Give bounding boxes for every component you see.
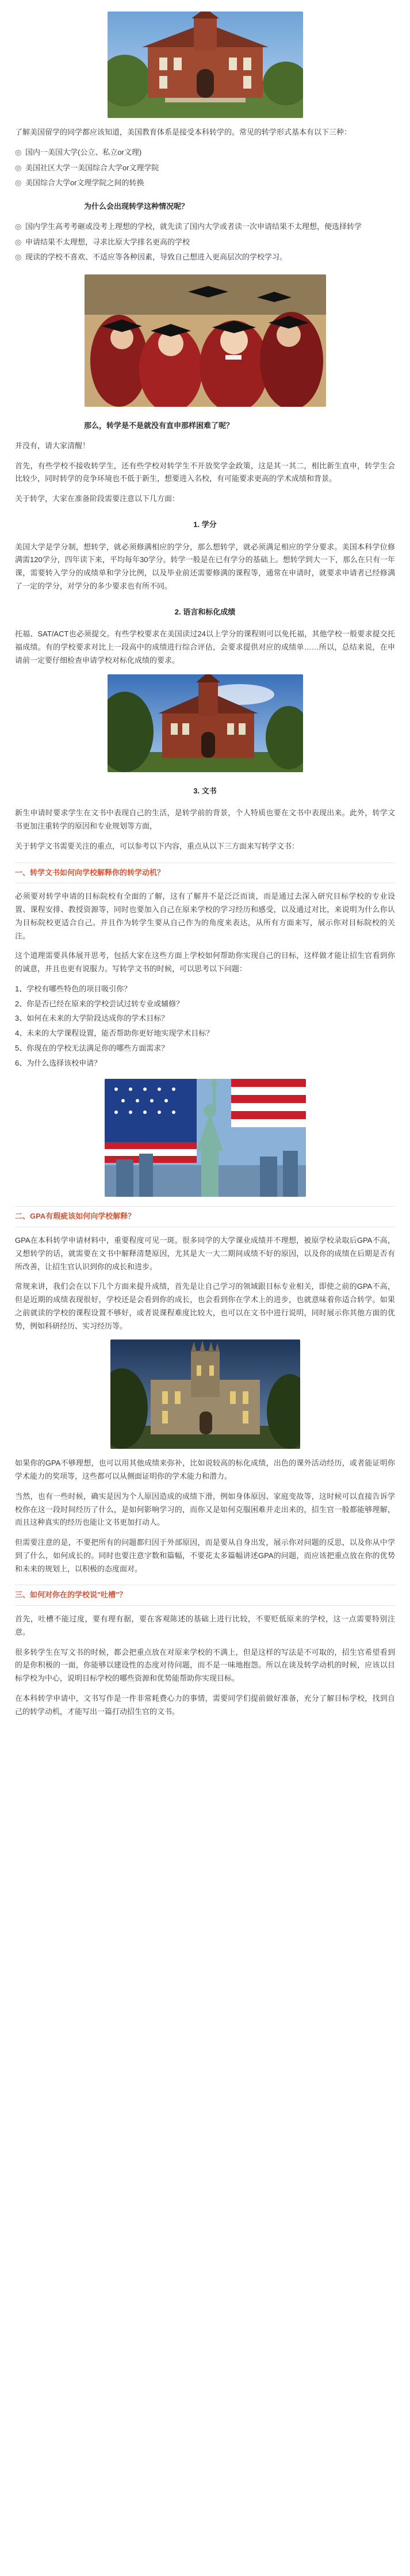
section-heading-credits: 1. 学分 (193, 520, 217, 529)
essay-paragraph-1: 新生申请时要求学生在文书中表现自己的生活，是转学前的背景，个人特质也要在文书中表现出来。此外，转学文书更加注重转学的原因和专业规划等方面， (15, 808, 395, 830)
list-item: 4、未来的大学课程设置，能否帮助你更好地实现学术目标？ (15, 1029, 214, 1037)
list-item: ◎ 申请结果不太理想，寻求比原大学排名更高的学校 (15, 236, 395, 249)
gpa-paragraph-2: 常规来讲，我们会在以下几个方面来提升成绩，首先是让自己学习的领域跟目标专业相关，即使之前的GPA不高，但是近期的成绩表现很好，学校还是会看到你的成长，也会看到你在学术上的进步，也就意味着你适合转学。如果之前就读的学校的课程设置不够好，或者说课程难度比较大，也可以在文书中进行说明，同时展示你其他方面的优势，例如科研经历、实习经历等。 (15, 1282, 395, 1330)
brick-chapel-photo (108, 674, 303, 772)
circle-bullet-icon: ◎ (15, 178, 22, 188)
subsection-title-motivation: 一、转学文书如何向学校解释你的转学动机？ (15, 868, 165, 877)
difficulty-paragraph: 首先，有些学校不接收转学生，还有些学校对转学生不开放奖学金政策，这是其一其二，相比新生直申，转学生会比较少，同时转学的竞争环境也不低于新生，想要进入名校，有可能要求更高的学术成绩和背景。 (15, 461, 395, 483)
list-item: 2、你是否已经在原来的学校尝试过转专业或辅修？ (15, 999, 184, 1008)
subsection-complaint (15, 1585, 395, 1606)
subsection-motivation (15, 863, 395, 884)
credits-paragraph: 美国大学是学分制，想转学，就必须修满相应的学分，那么想转学，就必须满足相应的学分要求。美国本科学位修满需120学分，四年读下来，平均每年30学分。转学一般是在已有学分的基础上。想转学到大一下，那么在只有一年课，需要转入学分的成绩单和学分比例，以及毕业前还需要修满的课程等，通常在申请时，就要求申请者已经修满了一定的学分，对学分的多少要求也有所不同。 (15, 542, 395, 590)
motivation-paragraph-2: 这个道理需要具体展开思考，包括大家在这些方面上学校如何帮助你实现自己的目标，这样做才能让招生官看到你的诚意，并且也更有说服力。写转学文书的时候，可以思考以下问题： (15, 951, 395, 973)
list-item: 6、为什么选择该校申请？ (15, 1058, 102, 1067)
gpa-paragraph-4: 当然，也有一些时候，确实是因为个人原因造成的成绩下滑，例如身体原因、家庭变故等，这时候可以直接告诉学校你在这一段时间经历了什么，是如何影响学习的，而你又是如何克服困难并走出来的，招生官一般都能够理解，而且这种真实的经历也能让文书更加打动人。 (15, 1491, 395, 1527)
essay-questions-list (15, 983, 395, 1070)
gothic-campus-image (110, 1339, 300, 1449)
circle-bullet-icon: ◎ (15, 163, 22, 172)
circle-bullet-icon: ◎ (15, 237, 22, 246)
statue-of-liberty-photo (105, 1079, 306, 1197)
campus-building-image (108, 12, 303, 118)
list-item: ◎ 国内一美国大学(公立、私立or文理) (15, 146, 395, 159)
graduation-photo (85, 274, 326, 407)
graduation-image (85, 274, 326, 407)
subsection-title-complaint: 三、如何对你在的学校说"吐槽"？ (15, 1590, 127, 1600)
essay-paragraph-2: 关于转学文书需要关注的重点，可以参考以下内容，重点从以下三方面来写转学文书： (15, 841, 300, 850)
gpa-paragraph-1: GPA在本科转学申请材料中，重要程度可见一斑。很多同学的大学课业成绩并不理想，被原学校录取后GPA不高，又想转学的话，就需要在文书中解释清楚原因，尤其是大一大二期间成绩不好的原因，以及你的成绩在后期是否有所改善，让招生官认识到你的成长和进步。 (15, 1236, 395, 1271)
circle-bullet-icon: ◎ (15, 253, 22, 262)
gothic-campus-photo (110, 1339, 300, 1449)
subsection-title-gpa: 二、GPA有瑕疵该如何向学校解释？ (15, 1212, 136, 1221)
list-item: ◎ 美国综合大学or文理学院之间的转换 (15, 177, 395, 190)
brick-chapel-image (108, 674, 303, 772)
gpa-paragraph-5: 但需要注意的是，不要把所有的问题都归因于外部原因，而是要从自身出发，展示你对问题的反思，以及你从中学到了什么，如何成长的。同时也要注意字数和篇幅，不要花太多篇幅讲述GPA的问题，而应该把重点放在你的优势和未来的规划上，以积极的态度面对。 (15, 1538, 395, 1573)
reasons-list (15, 220, 395, 264)
complaint-paragraph-3: 在本科转学申请中，文书写作是一件非常耗费心力的事情，需要同学们提前做好准备，充分了解目标学校，找到自己的转学动机，才能写出一篇打动招生官的文书。 (15, 1693, 395, 1716)
section-heading-essay: 3. 文书 (193, 786, 217, 795)
gpa-paragraph-3: 如果你的GPA不够理想，也可以用其他成绩来弥补，比如说较高的标化成绩，出色的课外活动经历，或者能证明你学术能力的奖项等，这些都可以从侧面证明你的学术能力和潜力。 (15, 1459, 395, 1480)
list-item: 3、如何在未来的大学阶段达成你的学术目标？ (15, 1014, 169, 1023)
list-item: ◎ 国内学生高考考砸或没考上理想的学校，就先读了国内大学或者读一次申请结果不太理想，便选择转学 (15, 220, 395, 234)
statue-of-liberty-image (105, 1079, 306, 1197)
transfer-types-list (15, 146, 395, 190)
question-title-difficulty: 那么，转学是不是就没有直申那样困难了呢？ (84, 421, 234, 430)
list-item: 5、你现在的学校无法满足你的哪些方面需求？ (15, 1043, 169, 1052)
list-item: ◎ 美国社区大学一美国综合大学or文理学院 (15, 162, 395, 175)
section-heading-language: 2. 语言和标化成绩 (174, 607, 236, 616)
list-item: 1、学校有哪些特色的项目吸引你？ (15, 984, 132, 993)
campus-building-photo (108, 12, 303, 118)
circle-bullet-icon: ◎ (15, 147, 22, 157)
circle-bullet-icon: ◎ (15, 222, 22, 231)
question-title-why: 为什么会出现转学这种情况呢？ (84, 202, 189, 211)
list-item: ◎ 现读的学校不喜欢、不适应等各种因素，导致自己想进入更高层次的学校学习。 (15, 251, 395, 264)
complaint-paragraph-2: 很多转学生在写文书的时候，都会把重点放在对原来学校的不满上，但是这样的写法是不可取的，招生官希望看到的是你积极的一面，你能够以建设性的态度对待问题，而不是一味地抱怨。所以在谈及转学动机的时候，应该以目标学校为中心，说明目标学校的哪些资源和优势能帮助你实现目标。 (15, 1647, 395, 1682)
motivation-paragraph-1: 必须要对转学申请的目标院校有全面的了解，这有了解并不是泛泛而谈，而是通过去深入研究目标学校的专业设置、课程安排、教授资源等，同时也要加入自己在原来学校的学习经历和感受，以及通过对比，来说明为什么你认为目标院校更适合自己。并且作为转学生要从自己作为的角度来表达，从所有方面来写，展示你对目标院校的关注。 (15, 892, 395, 940)
complaint-paragraph-1: 首先，吐槽不能过度，要有理有据，要在客观陈述的基础上进行比较，不要贬低原来的学校，这一点需要特别注意。 (15, 1615, 395, 1636)
answer-text: 并没有，请大家清醒！ (15, 441, 90, 450)
language-paragraph: 托福、SAT/ACT也必须提交。有些学校要求在美国读过24以上学分的课程则可以免托福，其他学校一般要求提交托福成绩。有的学校要求对比上一段高中的成绩进行综合评估，会要求提供对应的成绩单……所以，总结来说，在申请前一定要仔细检查申请学校对标化成绩的要求。 (15, 629, 395, 665)
intro-paragraph: 了解美国留学的同学都应该知道，美国教育体系是接受本科转学的。常见的转学形式基本有以下三种： (15, 128, 352, 136)
subsection-gpa (15, 1206, 395, 1227)
notice-paragraph: 关于转学，大家在准备阶段需要注意以下几方面： (15, 494, 180, 503)
